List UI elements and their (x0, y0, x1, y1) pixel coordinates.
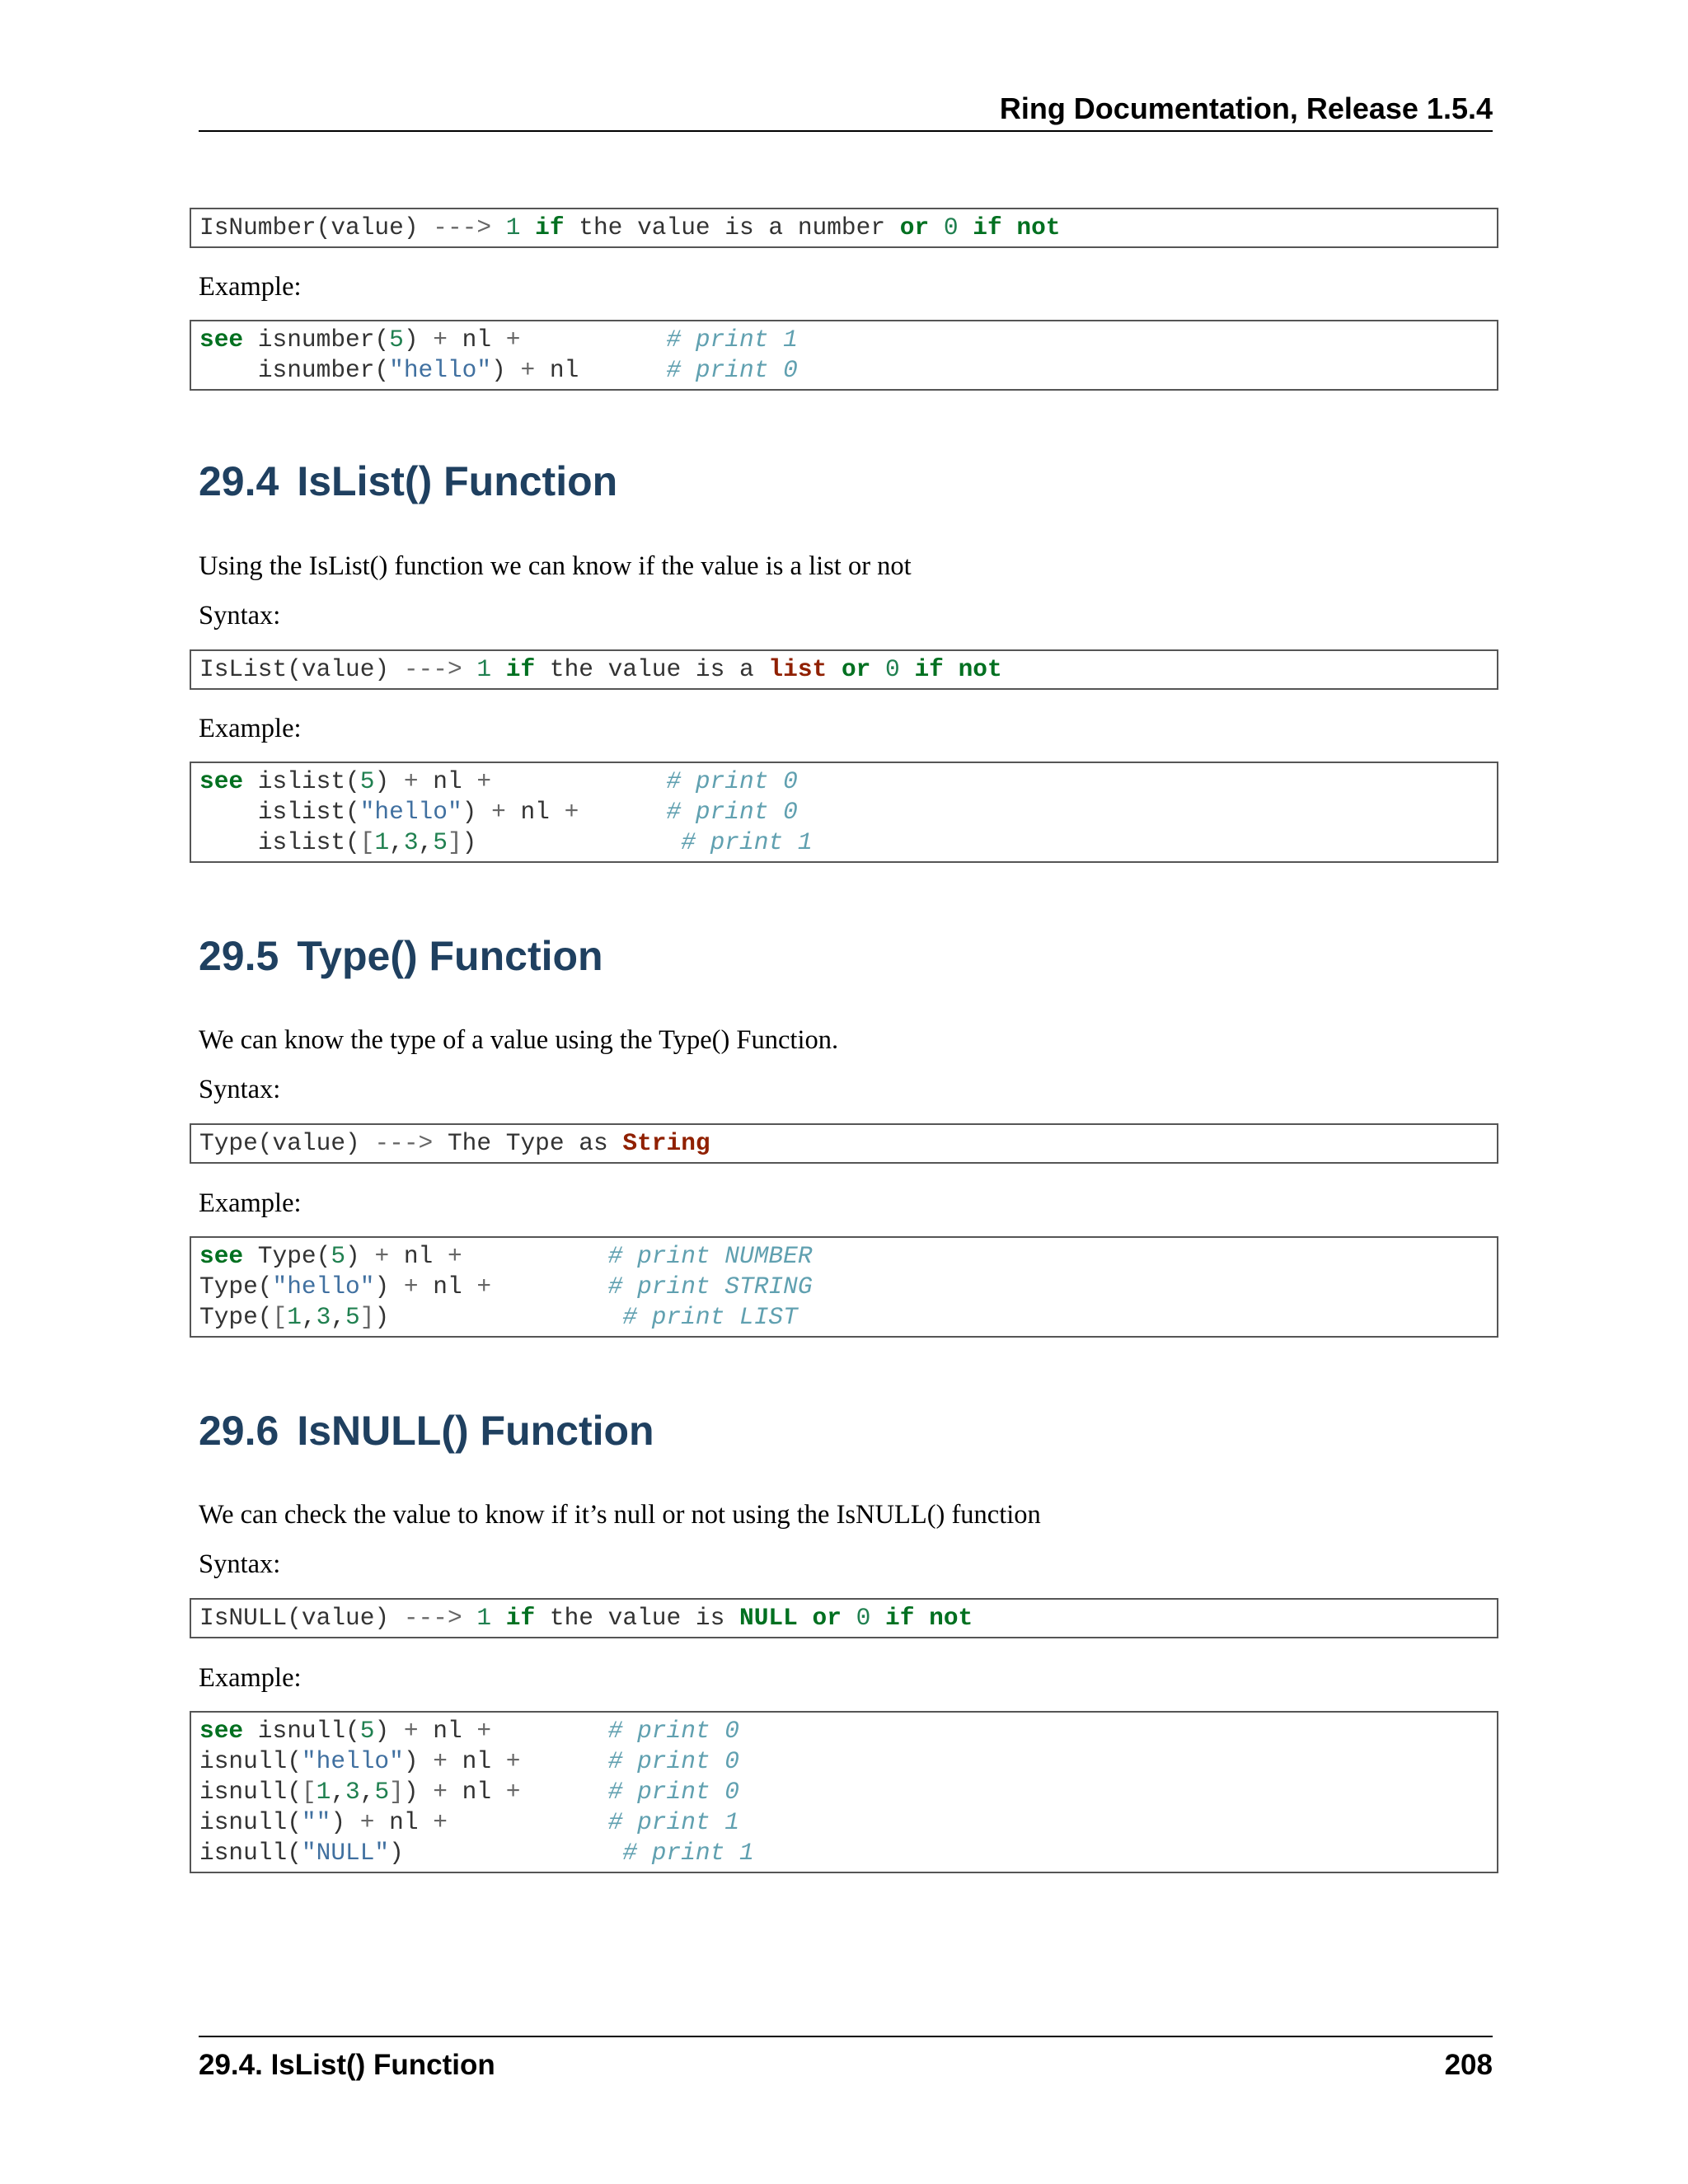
islist-description: Using the IsList() function we can know if the value is a list or not (199, 551, 912, 581)
isnull-example-label: Example: (199, 1663, 302, 1693)
type-example-block (190, 1236, 1498, 1338)
islist-syntax-block (190, 649, 1498, 690)
code-line: islist([1,3,5]) # print 1 (257, 828, 813, 856)
footer-section-title: 29.4. IsList() Function (199, 2049, 495, 2081)
code-line: IsNULL(value) ---> 1 if the value is NULL or 0 if not (199, 1604, 973, 1632)
islist-example-label: Example: (199, 714, 302, 743)
page-footer (199, 2036, 1493, 2087)
code-line: see Type(5) + nl + # print NUMBER (199, 1242, 813, 1270)
section-heading-type: 29.5 Type() Function (199, 933, 603, 979)
code-line: see isnull(5) + nl + # print 0 (199, 1717, 740, 1745)
islist-syntax-label: Syntax: (199, 601, 281, 630)
section-heading-isnull: 29.6 IsNULL() Function (199, 1408, 654, 1454)
type-description: We can know the type of a value using the Type() Function. (199, 1025, 839, 1055)
code-line: IsNumber(value) ---> 1 if the value is a number or 0 if not (199, 213, 1061, 241)
section-heading-islist: 29.4 IsList() Function (199, 458, 618, 504)
header-title: Ring Documentation, Release 1.5.4 (999, 91, 1493, 125)
code-line: Type([1,3,5]) # print LIST (199, 1303, 798, 1331)
code-line: isnull("") + nl + # print 1 (199, 1808, 740, 1836)
page-header (199, 89, 1493, 132)
code-line: isnull("hello") + nl + # print 0 (199, 1747, 740, 1775)
isnull-example-block (190, 1711, 1498, 1873)
type-syntax-label: Syntax: (199, 1075, 281, 1104)
code-line: see isnumber(5) + nl + # print 1 (199, 326, 798, 354)
type-example-label: Example: (199, 1188, 302, 1218)
islist-example-block (190, 762, 1498, 863)
code-line: isnull("NULL") # print 1 (199, 1839, 754, 1867)
code-line: see islist(5) + nl + # print 0 (199, 767, 798, 795)
code-line: isnull([1,3,5]) + nl + # print 0 (199, 1778, 740, 1806)
code-line: islist("hello") + nl + # print 0 (257, 798, 798, 826)
isnumber-example-label: Example: (199, 272, 302, 302)
page-number: 208 (1444, 2049, 1493, 2081)
isnull-syntax-label: Syntax: (199, 1549, 281, 1579)
isnull-syntax-block (190, 1598, 1498, 1638)
isnull-description: We can check the value to know if it’s null or not using the IsNULL() function (199, 1500, 1041, 1530)
code-line: Type("hello") + nl + # print STRING (199, 1272, 813, 1301)
code-line: isnumber("hello") + nl # print 0 (257, 356, 798, 384)
code-line: Type(value) ---> The Type as String (199, 1129, 710, 1157)
code-line: IsList(value) ---> 1 if the value is a list or 0 if not (199, 655, 1002, 683)
type-syntax-block (190, 1123, 1498, 1164)
isnumber-syntax-block (190, 208, 1498, 248)
isnumber-example-block (190, 320, 1498, 391)
